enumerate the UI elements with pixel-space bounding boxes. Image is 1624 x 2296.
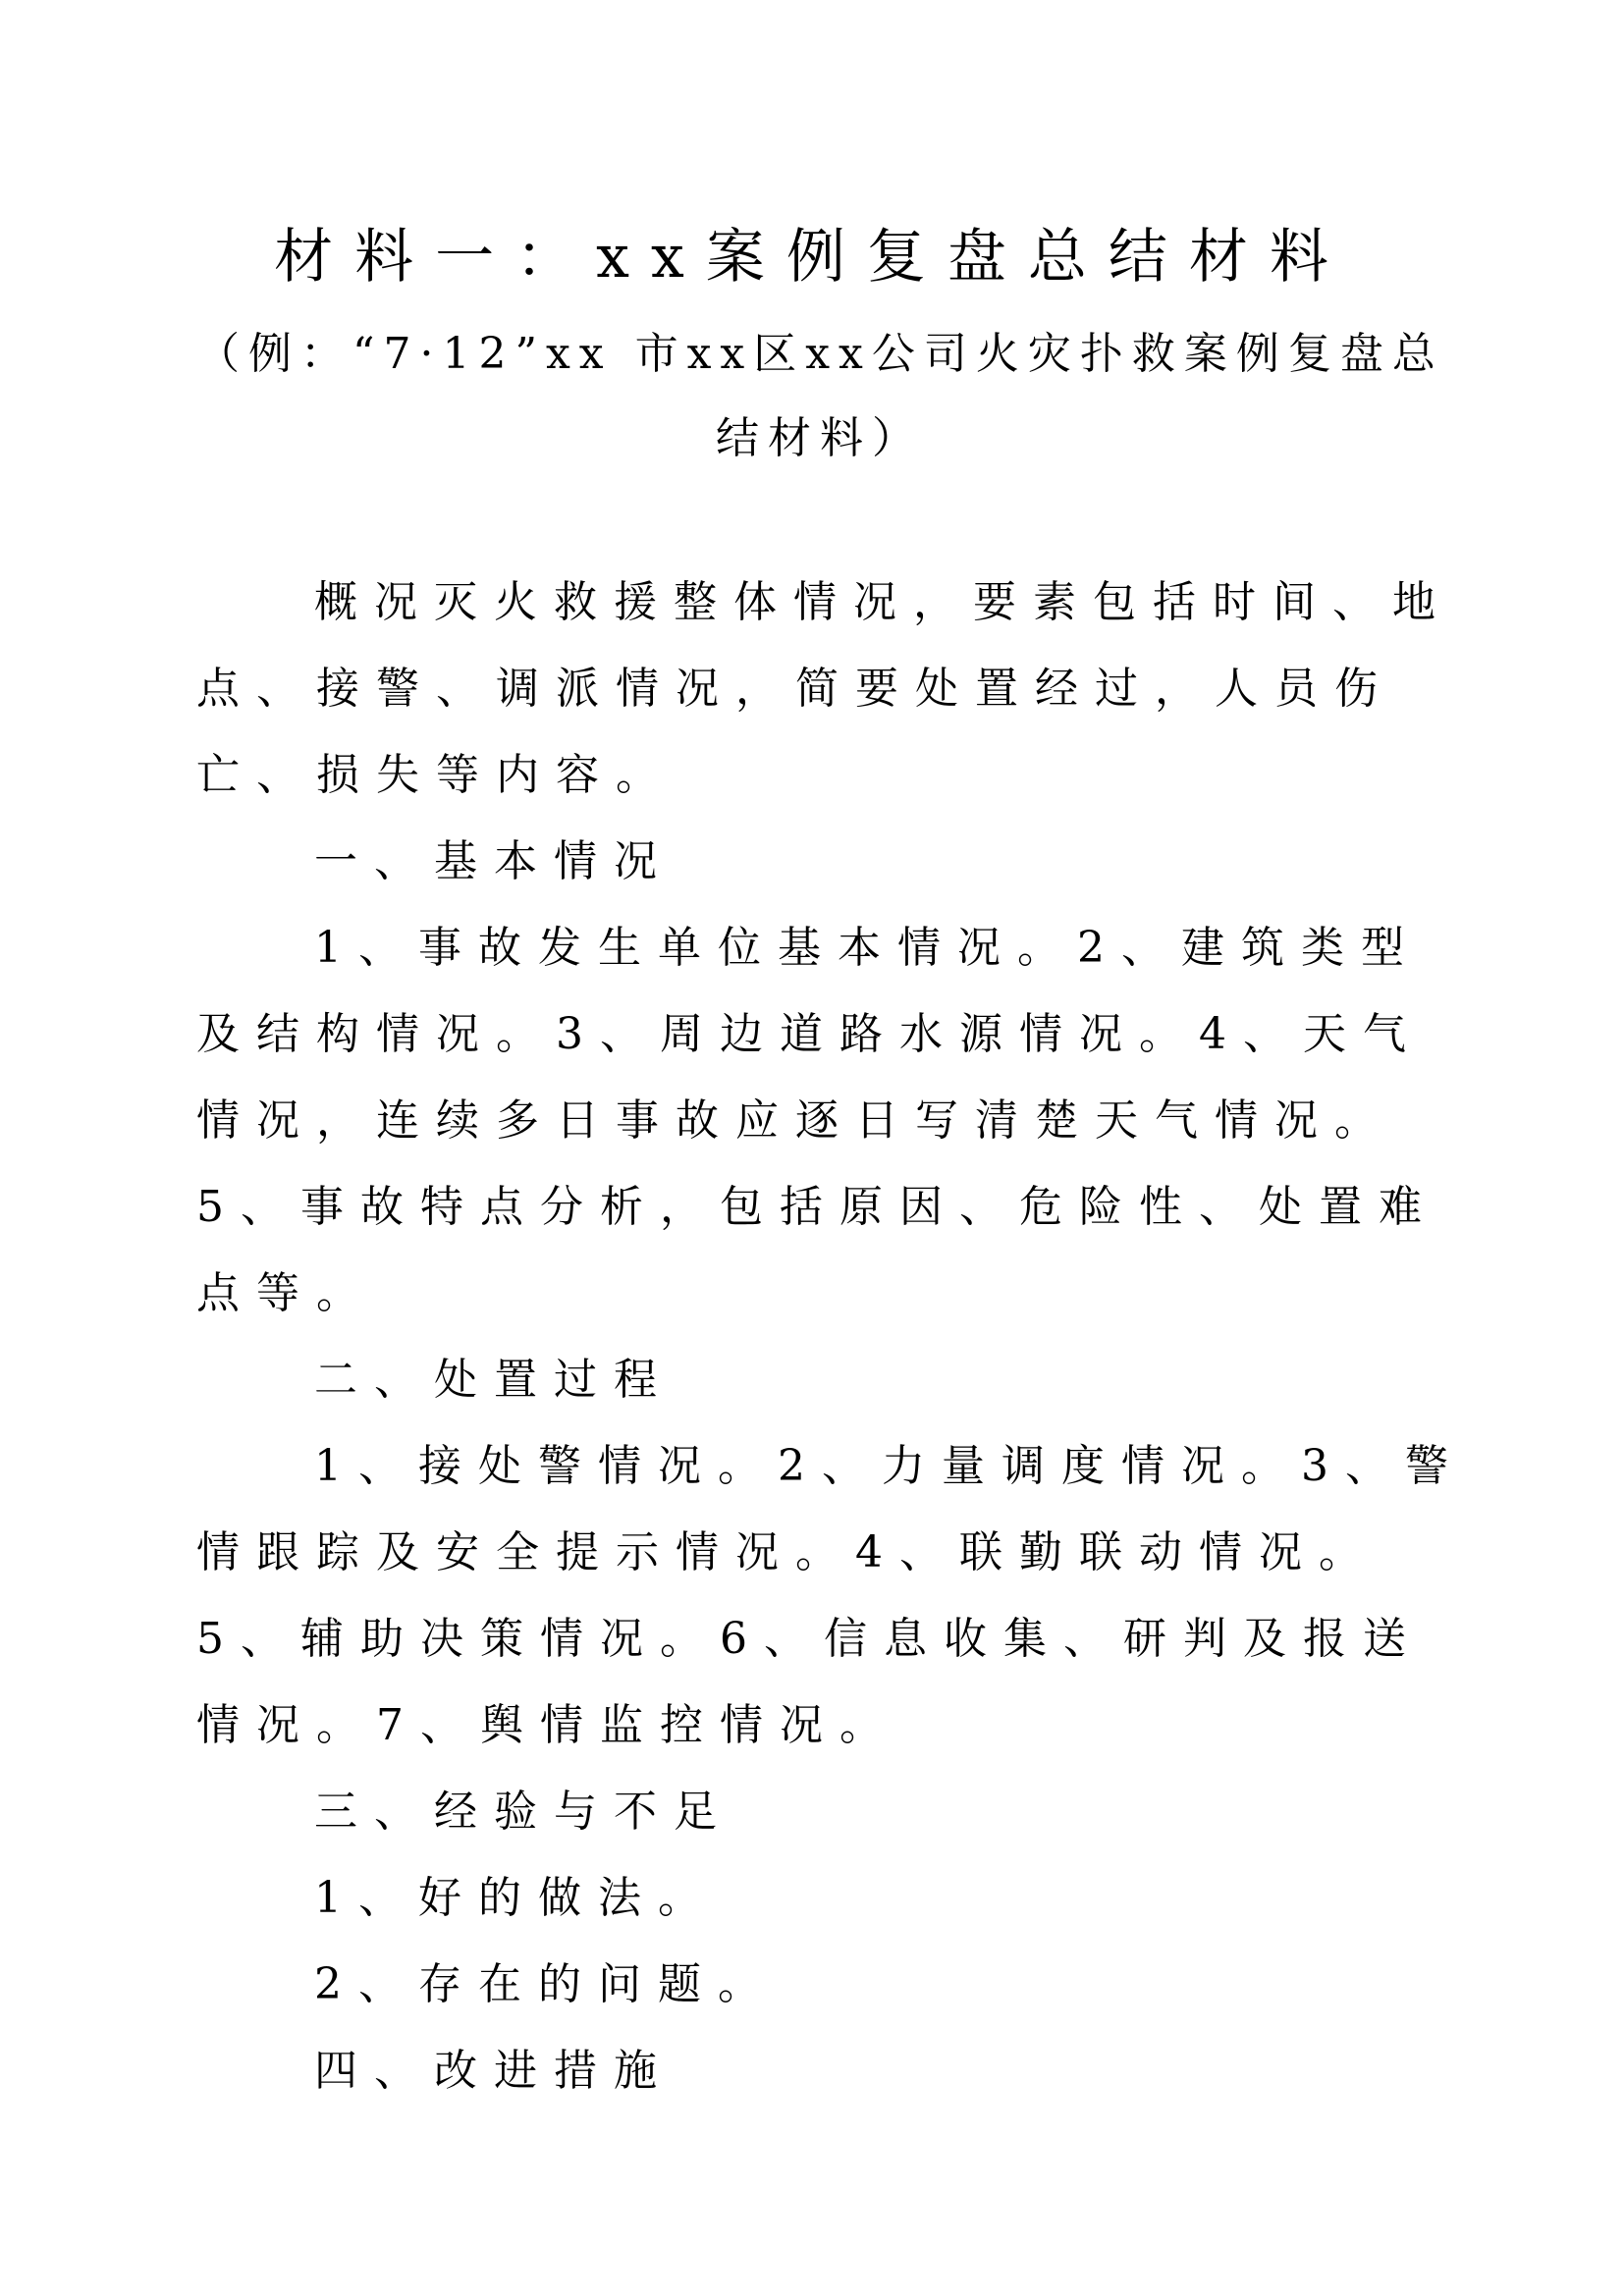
section-paragraph: 1、接处警情况。2、力量调度情况。3、警情跟踪及安全提示情况。4、联勤联动情况。5、辅助决策情况。6、信息收集、研判及报送情况。7、舆情监控情况。: [196, 1441, 1465, 1750]
section-paragraph: 2、存在的问题。: [314, 1959, 778, 2009]
section-heading-handling-process: 二、处置过程: [314, 1355, 674, 1405]
section-paragraph: 1、事故发生单位基本情况。2、建筑类型及结构情况。3、周边道路水源情况。4、天气情况，连续多日事故应逐日写清楚天气情况。5、事故特点分析，包括原因、危险性、处置难点等。: [196, 923, 1438, 1318]
document-body: [196, 560, 1473, 2114]
section-heading-basic-info: 一、基本情况: [314, 836, 674, 886]
document-subtitle: [196, 312, 1443, 481]
intro-paragraph: 概况灭火救援整体情况，要素包括时间、地点、接警、调派情况，简要处置经过，人员伤亡、损失等内容。: [196, 577, 1452, 800]
section-heading-improvement: 四、改进措施: [314, 2046, 674, 2096]
section-paragraph: 1、好的做法。: [314, 1873, 718, 1923]
section-heading-experience: 三、经验与不足: [314, 1787, 733, 1837]
document-title: 材料一：xx案例复盘总结材料: [274, 223, 1350, 292]
subtitle-line: （例：“7·12”xx 市xx区xx公司火灾扑救案例复盘总: [196, 329, 1444, 379]
subtitle-line: 结材料）: [716, 413, 924, 463]
